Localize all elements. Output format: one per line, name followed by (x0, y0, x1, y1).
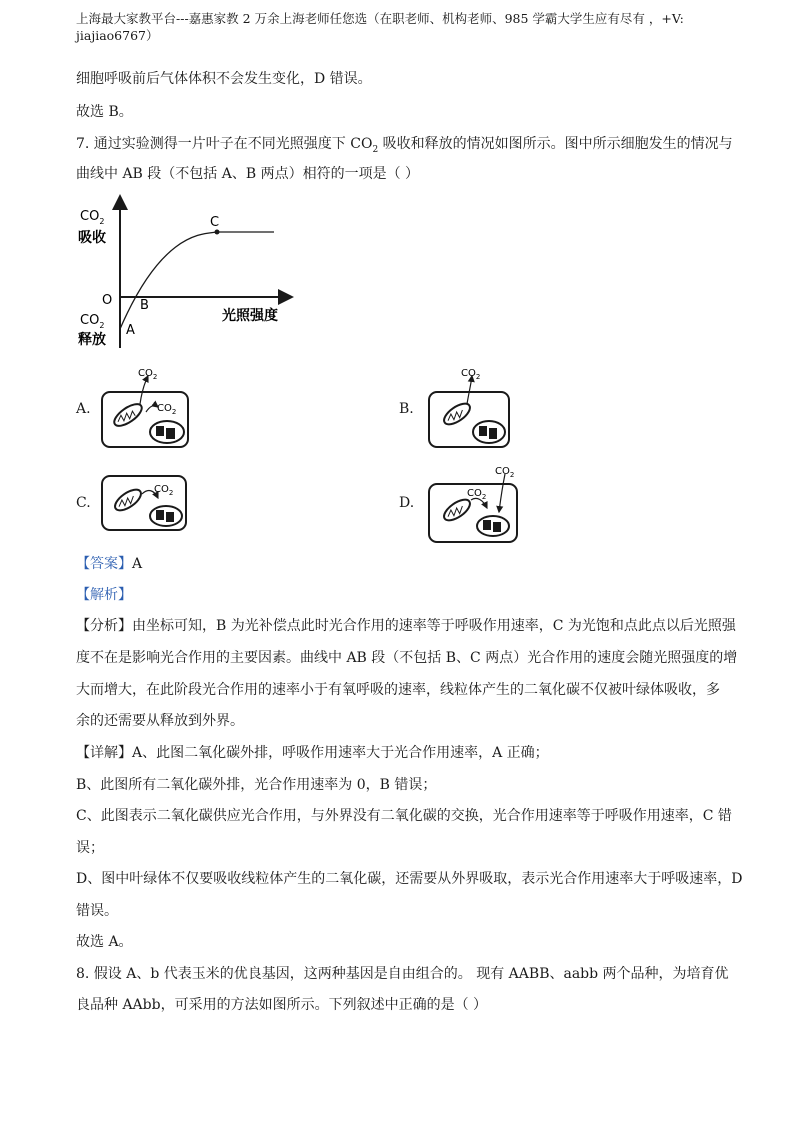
svg-text:CO2 (157, 403, 176, 416)
y-top-sub: 2 (99, 217, 105, 226)
co2-sub: 2 (481, 493, 487, 501)
q7-stem-line-1 (76, 133, 733, 155)
prev-text-1: 细胞呼吸前后气体体积不会发生变化，D 错误。 (76, 71, 372, 87)
q7-stem-part-1: 7. 通过实验测得一片叶子在不同光照强度下 CO (76, 136, 373, 152)
co2-sub: 2 (152, 373, 158, 381)
co2-sub: 2 (168, 489, 174, 497)
co2-label: CO (138, 368, 153, 379)
q7-stem-part-2: 吸收和释放的情况如图所示。图中所示细胞发生的情况与 (378, 136, 733, 152)
point-a-label: A (126, 323, 135, 338)
y-top-label-2: 吸收 (78, 230, 106, 246)
svg-text:CO2 (80, 313, 104, 330)
co2-label: CO (461, 368, 476, 379)
detail-line-4: 误； (76, 840, 104, 856)
detail-line-7: 故选 A。 (76, 934, 133, 950)
q8-line-1: 8. 假设 A、b 代表玉米的优良基因，这两种基因是自由组合的。 现有 AABB、aabb 两个品种，为培育优 (76, 966, 729, 982)
co2-light-graph (72, 192, 312, 352)
detail-line-2: B、此图所有二氧化碳外排，光合作用速率为 0，B 错误； (76, 777, 437, 793)
svg-text:CO2 (461, 368, 480, 381)
header-line-1: 上海最大家教平台---嘉惠家教 2 万余上海老师任您选（在职老师、机构老师、985 学霸大学生应有尽有 ，+V: (76, 11, 684, 26)
q7-stem-line-2: 曲线中 AB 段（不包括 A、B 两点）相符的一项是（ ） (76, 166, 420, 182)
prev-text-2: 故选 B。 (76, 104, 133, 120)
point-c-label: C (210, 215, 220, 230)
point-b-label: B (140, 298, 149, 313)
mitochondrion-icon (112, 486, 145, 515)
co2-label: CO (154, 484, 169, 495)
option-d-cell-diagram (427, 462, 523, 546)
header-line-2: jiajiao6767） (76, 28, 159, 43)
page-header (76, 10, 726, 44)
x-axis-label: 光照强度 (222, 308, 278, 324)
co2-label: CO (467, 488, 482, 499)
svg-text:CO2 (80, 209, 104, 226)
y-top-label: CO (80, 209, 100, 224)
option-b-cell-diagram (427, 362, 517, 452)
y-bottom-label-2: 释放 (78, 332, 106, 348)
detail-line-1: 【详解】A、此图二氧化碳外排，呼吸作用速率大于光合作用速率，A 正确； (76, 745, 549, 761)
answer-value: A (132, 556, 143, 572)
analysis-line-4: 余的还需要从释放到外界。 (76, 713, 244, 729)
option-c-label: C. (76, 495, 91, 511)
option-a-label: A. (76, 401, 91, 417)
co2-sub: 2 (509, 471, 515, 479)
svg-text:CO2 (138, 368, 157, 381)
co2-label: CO (495, 466, 510, 477)
chloroplast-icon (473, 421, 505, 443)
option-d-label: D. (399, 495, 415, 511)
q7-stem-sub: 2 (372, 144, 379, 155)
point-c-dot (215, 230, 220, 235)
analysis-line-1: 【分析】由坐标可知，B 为光补偿点此时光合作用的速率等于呼吸作用速率，C 为光饱和点此点以后光照强 (76, 618, 736, 634)
co2-label: CO (157, 403, 172, 414)
mitochondrion-icon (441, 496, 474, 525)
analysis-line-3: 大而增大，在此阶段光合作用的速率小于有氧呼吸的速率，线粒体产生的二氧化碳不仅被叶绿体吸收，多 (76, 682, 720, 698)
analysis-line-2: 度不在是影响光合作用的主要因素。曲线中 AB 段（不包括 B、C 两点）光合作用的速度会随光照强度的增 (76, 650, 738, 666)
mitochondrion-icon (111, 400, 145, 430)
y-bottom-label: CO (80, 313, 100, 328)
co2-sub: 2 (171, 408, 177, 416)
chloroplast-icon (150, 506, 182, 526)
option-b-label: B. (399, 401, 414, 417)
option-a-cell-diagram (100, 362, 192, 452)
detail-line-6: 错误。 (76, 903, 118, 919)
y-bottom-sub: 2 (99, 321, 105, 330)
mitochondrion-icon (441, 400, 474, 429)
detail-line-5: D、图中叶绿体不仅要吸收线粒体产生的二氧化碳，还需要从外界吸取，表示光合作用速率大于呼吸速率，D (76, 871, 743, 887)
detail-line-3: C、此图表示二氧化碳供应光合作用，与外界没有二氧化碳的交换，光合作用速率等于呼吸作用速率，C 错 (76, 808, 732, 824)
analysis-label: 【解析】 (76, 587, 132, 603)
option-c-cell-diagram (100, 472, 192, 534)
chloroplast-icon (477, 516, 509, 536)
origin-label: O (102, 293, 113, 308)
answer-label: 【答案】 (76, 556, 132, 572)
chloroplast-icon (150, 421, 184, 443)
co2-sub: 2 (475, 373, 481, 381)
q8-line-2: 良品种 AAbb，可采用的方法如图所示。下列叙述中正确的是（ ） (76, 997, 488, 1013)
answer-line (76, 553, 142, 573)
